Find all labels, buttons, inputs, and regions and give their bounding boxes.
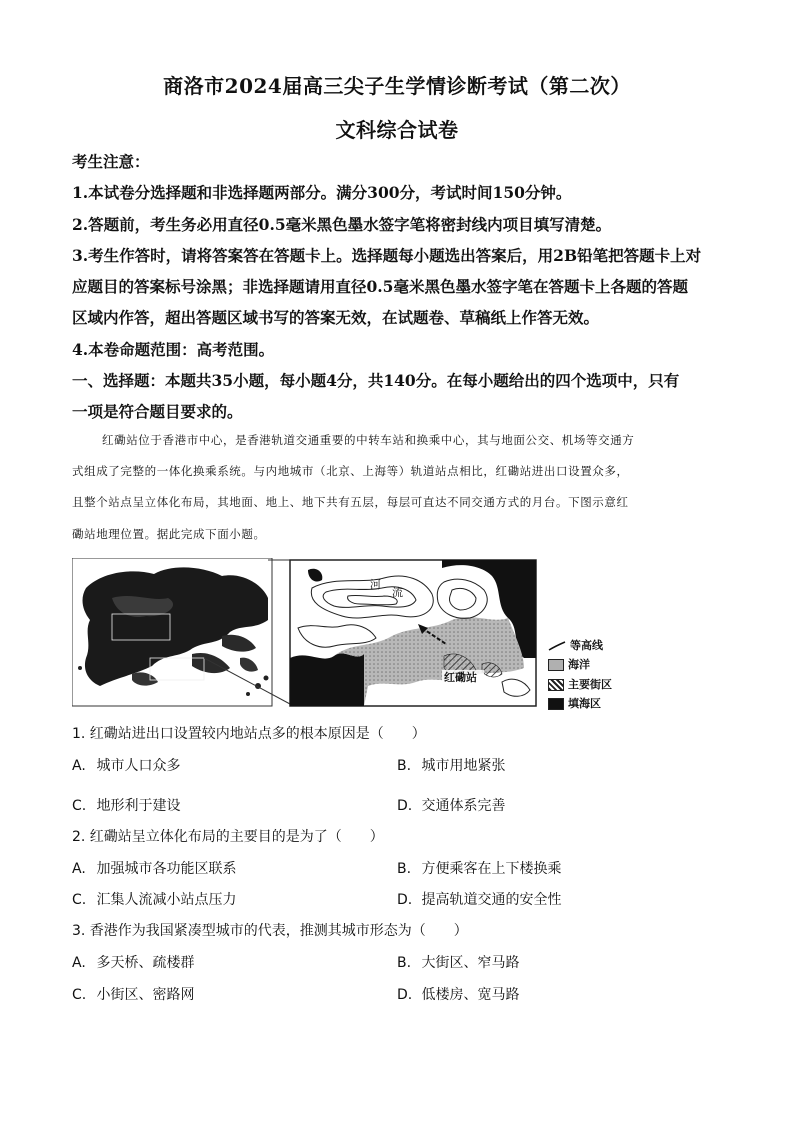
passage-line: 磡站地理位置。据此完成下面小题。 (72, 527, 266, 541)
question-stem: 3. 香港作为我国紧凑型城市的代表，推测其城市形态为（ ） (72, 923, 468, 939)
street-swatch-icon (548, 679, 564, 691)
exam-subtitle: 文科综合试卷 (335, 118, 459, 142)
option-d[interactable]: D. 提高轨道交通的安全性 (397, 892, 562, 908)
overview-map-panel (72, 558, 272, 706)
notice-line: 1.本试卷分选择题和非选择题两部分。满分300分，考试时间150分钟。 (72, 183, 572, 202)
option-a[interactable]: A. 多天桥、疏楼群 (72, 955, 195, 971)
notice-line: 3.考生作答时，请将答案答在答题卡上。选择题每小题选出答案后，用2B铅笔把答题卡上对 (72, 246, 702, 265)
legend-label: 填海区 (568, 697, 601, 710)
option-c[interactable]: C. 小街区、密路网 (72, 987, 195, 1003)
passage-line: 且整个站点呈立体化布局，其地面、地上、地下共有五层，每层可直达不同交通方式的月台。下图示意红 (72, 495, 629, 509)
river-label: 河 (370, 578, 381, 591)
option-a[interactable]: A. 加强城市各功能区联系 (72, 861, 237, 877)
legend-item-contour (548, 637, 603, 653)
question-stem: 1. 红磡站进出口设置较内地站点多的根本原因是（ ） (72, 726, 426, 742)
reclaimed-swatch-icon (548, 698, 564, 710)
legend-item-reclaimed (548, 695, 601, 711)
option-c[interactable]: C. 地形利于建设 (72, 798, 181, 814)
option-a[interactable]: A. 城市人口众多 (72, 758, 181, 774)
notice-line: 2.答题前，考生务必用直径0.5毫米黑色墨水签字笔将密封线内项目填写清楚。 (72, 215, 612, 234)
notice-line: 区域内作答，超出答题区域书写的答案无效，在试题卷、草稿纸上作答无效。 (72, 308, 600, 327)
legend-item-sea (548, 656, 590, 672)
notice-line: 4.本卷命题范围：高考范围。 (72, 340, 275, 359)
passage-line: 式组成了完整的一体化换乘系统。与内地城市（北京、上海等）轨道站点相比，红磡站进出口设置众多， (72, 464, 629, 478)
hung-hom-location-map (72, 558, 617, 710)
station-label: 红磡站 (444, 671, 477, 684)
section-heading: 一、选择题：本题共35小题，每小题4分，共140分。在每小题给出的四个选项中，只有 (72, 371, 680, 390)
option-b[interactable]: B. 大街区、窄马路 (397, 955, 520, 971)
contour-line-icon (548, 641, 566, 651)
option-b[interactable]: B. 城市用地紧张 (397, 758, 506, 774)
inset-map-panel (290, 560, 536, 706)
option-b[interactable]: B. 方便乘客在上下楼换乘 (397, 861, 562, 877)
exam-title: 商洛市2024届高三尖子生学情诊断考试（第二次） (163, 74, 631, 98)
question-stem: 2. 红磡站呈立体化布局的主要目的是为了（ ） (72, 829, 384, 845)
notice-heading: 考生注意： (72, 152, 150, 171)
river-label-2: 流 (392, 586, 403, 599)
option-d[interactable]: D. 交通体系完善 (397, 798, 506, 814)
legend-label: 主要街区 (568, 678, 612, 691)
passage-line: 红磡站位于香港市中心，是香港轨道交通重要的中转车站和换乘中心，其与地面公交、机场等交通方 (102, 433, 635, 447)
section-heading: 一项是符合题目要求的。 (72, 402, 243, 421)
legend-item-street (548, 676, 612, 692)
sea-swatch-icon (548, 659, 564, 671)
option-d[interactable]: D. 低楼房、宽马路 (397, 987, 520, 1003)
option-c[interactable]: C. 汇集人流减小站点压力 (72, 892, 237, 908)
notice-line: 应题目的答案标号涂黑；非选择题请用直径0.5毫米黑色墨水签字笔在答题卡上各题的答题 (72, 277, 688, 296)
legend-label: 等高线 (570, 639, 603, 652)
legend-label: 海洋 (568, 658, 590, 671)
